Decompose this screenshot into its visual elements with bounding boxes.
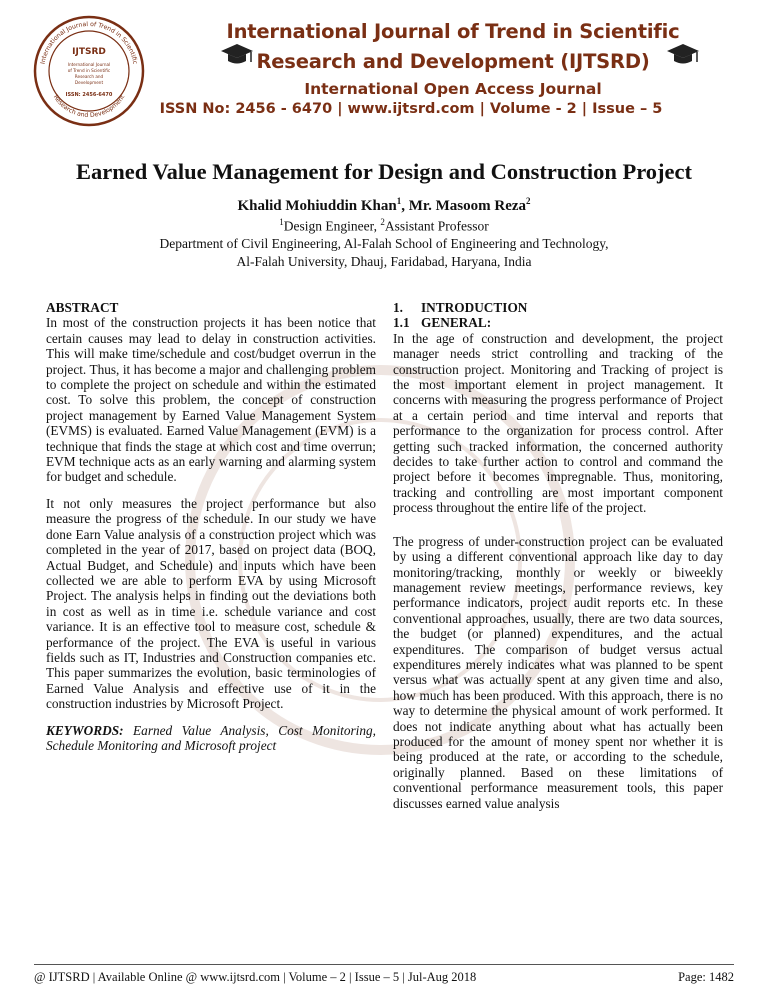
issn-line: ISSN No: 2456 - 6470 | www.ijtsrd.com | Volume - 2 | Issue – 5	[159, 101, 663, 117]
svg-text:Development: Development	[74, 80, 104, 85]
keywords	[46, 723, 376, 754]
author-1-affil-marker: 1	[396, 196, 402, 206]
footer-citation: @ IJTSRD | Available Online @ www.ijtsrd.com | Volume – 2 | Issue – 5 | Jul-Aug 2018	[34, 970, 477, 984]
section-number: 1.	[393, 300, 403, 315]
body-paragraph: In the age of construction and development, the project manager needs strict controlling and tracking of the construction project. Monitoring and Tracking of project is the most important element in project management. It concerns with measuring the progress performance of Project at a certain period and time interval and reports that performance to the organization for process control. After getting such tracked information, the concerned authority decides to take further action to control and command the project before it becomes impregnable. Thus, monitoring, tracking and controlling are most important component process throughout the entire life of the project.	[393, 330, 723, 516]
abstract-heading: ABSTRACT	[46, 300, 119, 315]
page-footer	[34, 964, 734, 985]
author-separator: ,	[401, 198, 409, 214]
keywords-label: KEYWORDS:	[46, 722, 124, 738]
svg-text:International Journal of Trend: International Journal of Trend in Scientific	[39, 20, 139, 65]
journal-access-line: International Open Access Journal	[304, 80, 602, 98]
svg-text:International Journal: International Journal	[67, 62, 111, 67]
author-2-affil-marker: 2	[526, 196, 531, 206]
svg-text:IJTSRD: IJTSRD	[72, 47, 106, 57]
subsection-number: 1.1	[393, 315, 410, 331]
svg-text:ISSN: 2456-6470: ISSN: 2456-6470	[65, 92, 113, 98]
subsection-heading-general	[393, 315, 723, 330]
section-title: INTRODUCTION	[421, 300, 528, 315]
author-roles	[0, 217, 768, 235]
journal-name-line2: Research and Development (IJTSRD)	[256, 50, 650, 73]
affiliation-line1: Department of Civil Engineering, Al-Falah School of Engineering and Technology,	[159, 236, 609, 251]
right-column	[393, 300, 723, 822]
abstract-paragraph: In most of the construction projects it has been notice that certain causes may lead to delay in construction activities. This will make time/schedule and cost/budget overrun in the project. Thus, it has become a major and challenging problem to complete the project on schedule and within the estimated cost. To solve this problem, the concept of construction project management by Earned Value Management System (EVMS) is evaluated. Earned Value Management (EVM) is a technique that finds the stage at which cost and time overrun; EVM technique acts as an early warning and alarming system for budget and schedule.	[46, 315, 376, 485]
abstract-paragraph: It not only measures the project performance but also measure the progress of the schedule. In our study we have done Earn Value analysis of a construction project which was completed in the year of 2017, based on project data (BOQ, Actual Budget, and Schedule) and inputs which have been collected we are able to perform EVA by using Microsoft Project. The analysis helps in finding out the deviations both in cost as well as in time i.e. schedule variance and cost variance. It is an effective tool to measure cost, schedule & performance of the project. The EVA is useful in various fields such as IT, Industries and Construction companies etc. This paper summarizes the evolution, basic terminologies of Earned Value Analysis and effective use of it in the construction industries by Microsoft Project.	[46, 495, 376, 712]
role-2-marker: 2	[380, 217, 385, 227]
subsection-title: GENERAL:	[421, 315, 492, 331]
body-paragraph: The progress of under-construction project can be evaluated by using a different conventional approach like day to day monitoring/tracking, monthly or weekly or biweekly management review meetings, performance reviews, key performance indicators, project audit reports etc. In these conventional approaches, usually, there are two data sources, the budget (or planned) expenditures, and the actual expenditures. The comparison of budget versus actual expenditures merely indicates what was planned to be spent versus what was actually spent at any given time and also, how much has been produced. With this approach, there is no way to determine the physical amount of work performed. It does not indicate anything about what has actually been produced for the amount of money spent nor whether it is being produced at the rate, or according to the schedule, originally planned. Based on these limitations of conventional performance measurement tools, this paper discusses earned value analysis	[393, 533, 723, 811]
paper-authors	[0, 196, 768, 215]
author-2: Mr. Masoom Reza	[408, 198, 527, 214]
role-1: Design Engineer,	[283, 218, 381, 234]
affiliation-line2: Al-Falah University, Dhauj, Faridabad, Haryana, India	[236, 254, 532, 269]
keywords-text: Earned Value Analysis, Cost Monitoring, Schedule Monitoring and Microsoft project	[46, 722, 376, 753]
svg-text:of Trend in Scientific: of Trend in Scientific	[67, 68, 111, 73]
role-1-marker: 1	[279, 217, 284, 227]
svg-text:Research and: Research and	[74, 74, 104, 79]
section-heading-introduction	[393, 300, 723, 315]
left-column	[46, 300, 376, 764]
page-number: Page: 1482	[678, 970, 734, 984]
journal-header	[28, 12, 740, 140]
svg-text:Research and Development: Research and Development	[51, 93, 127, 120]
paper-title: Earned Value Management for Design and Construction Project	[75, 159, 693, 184]
journal-name-line1: International Journal of Trend in Scientific	[226, 20, 680, 43]
role-2: Assistant Professor	[384, 218, 489, 234]
author-1: Khalid Mohiuddin Khan	[237, 198, 397, 214]
